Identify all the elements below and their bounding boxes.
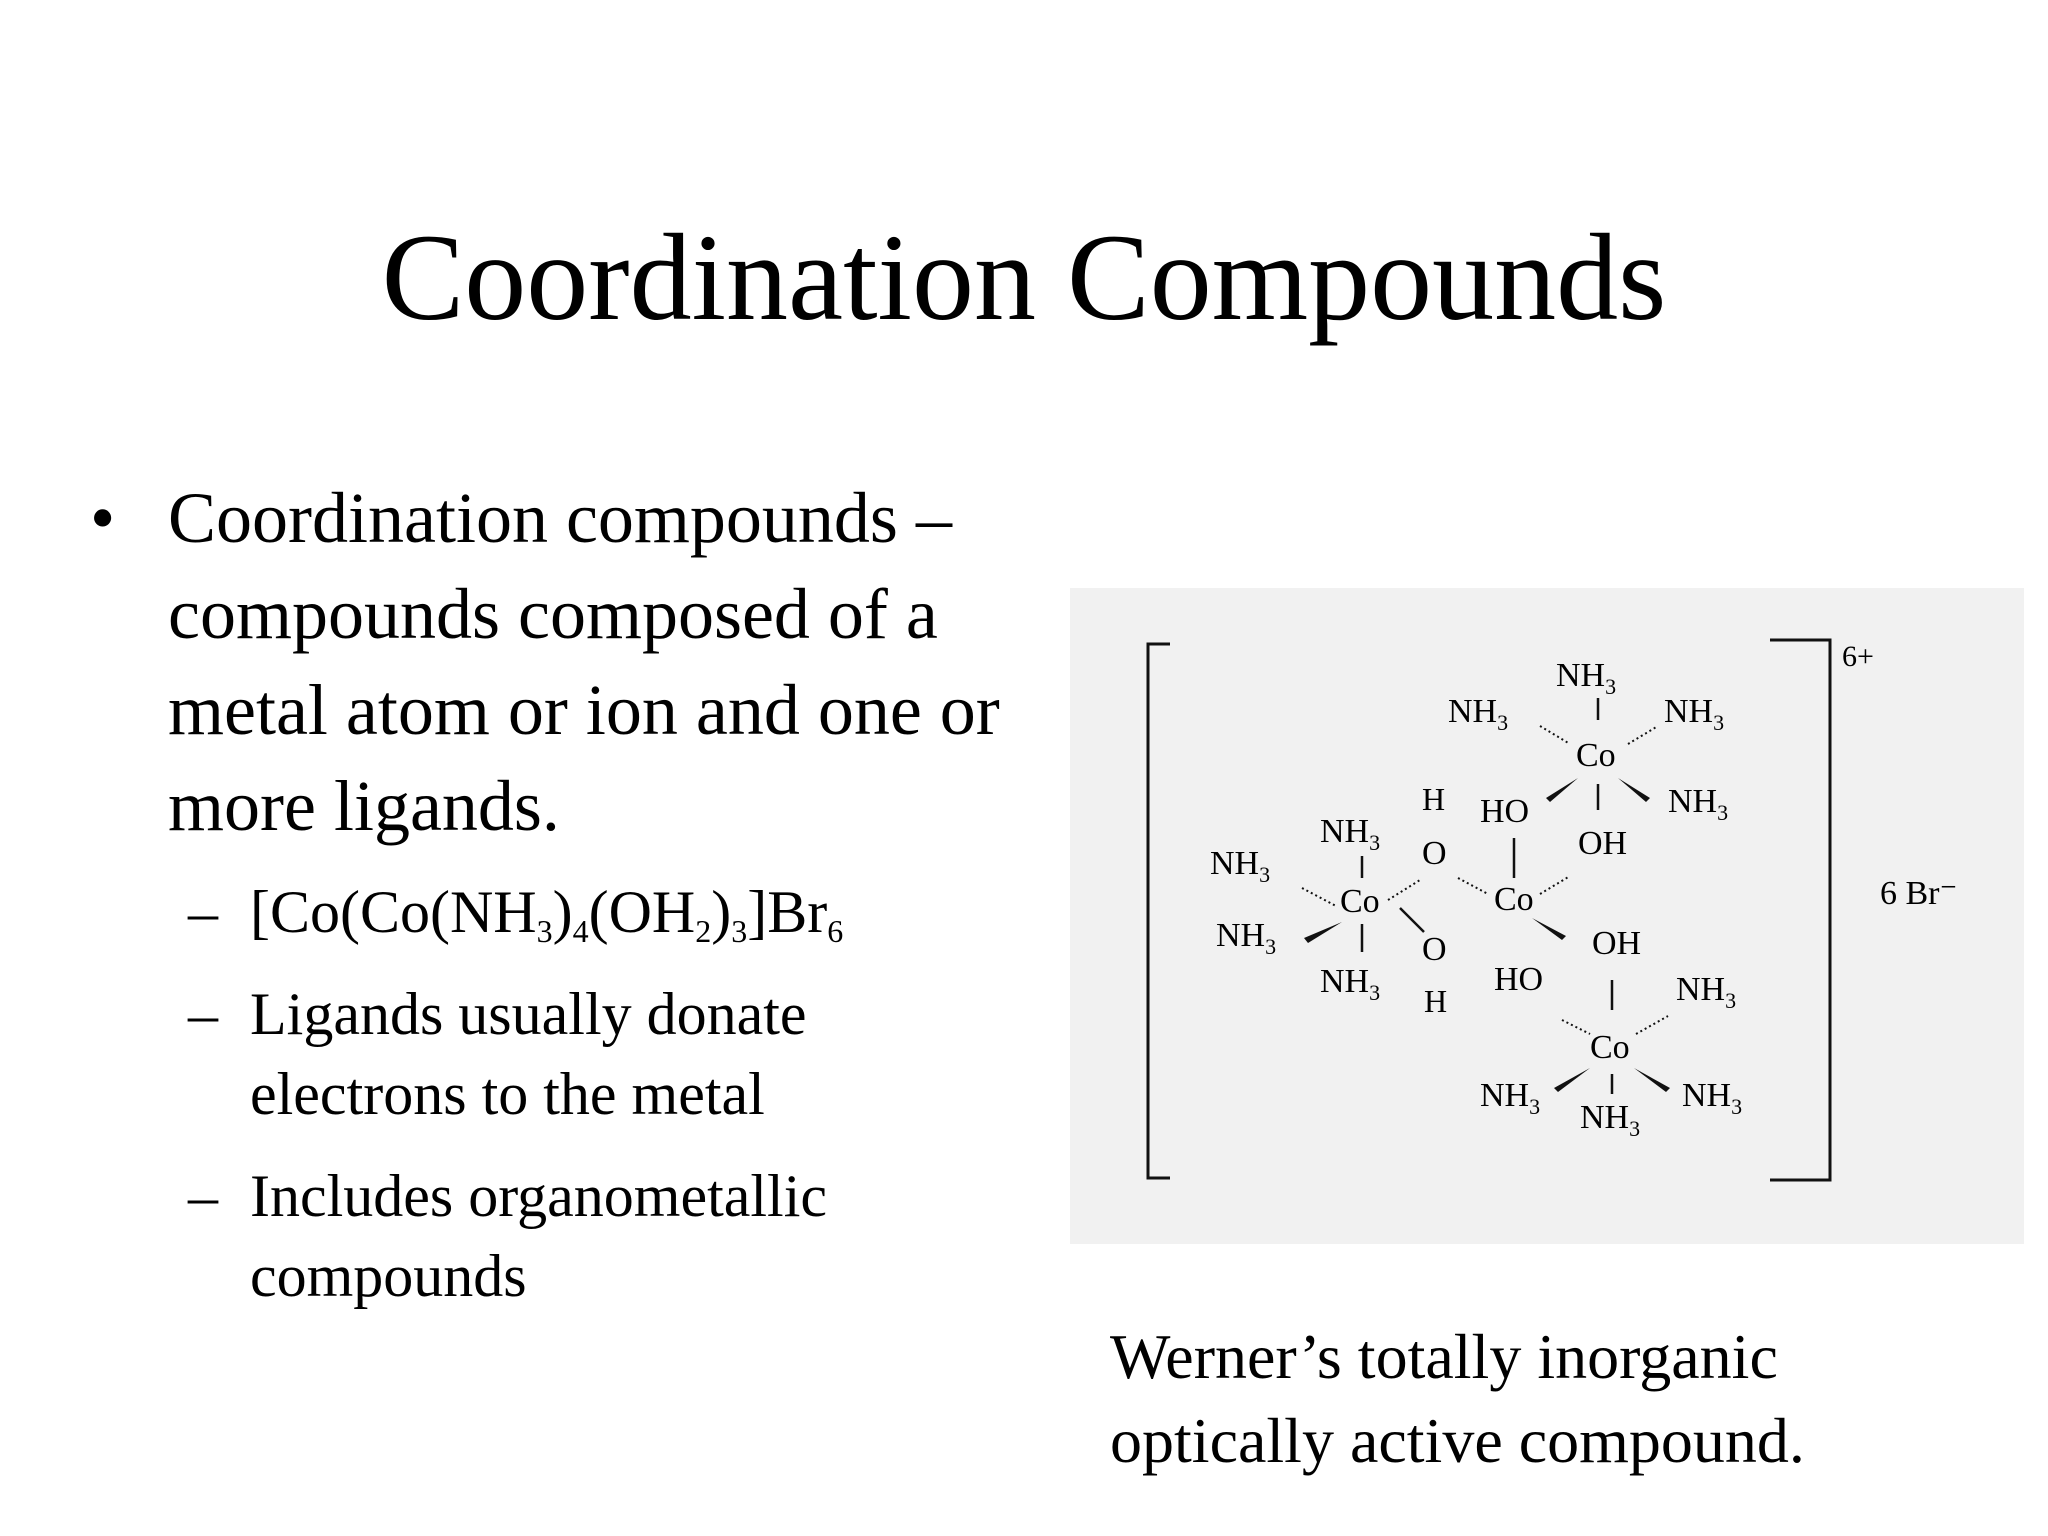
ammine-ligand: $NH_3$	[1668, 783, 1729, 825]
cobalt-center: Co	[1576, 737, 1616, 774]
figure-caption	[1110, 1315, 2010, 1483]
caption-line: Werner’s totally inorganic	[1110, 1321, 1778, 1392]
bullet-list	[90, 470, 1070, 1338]
left-bracket	[1148, 644, 1170, 1178]
cobalt-center: Co	[1590, 1029, 1630, 1066]
sub-bullet-organometallic	[188, 1156, 1070, 1316]
ammine-ligand: $NH_3$	[1556, 657, 1617, 699]
caption-line: optically active compound.	[1110, 1405, 1805, 1476]
ammine-ligand: $NH_3$	[1480, 1077, 1541, 1119]
bridging-oxygen: O	[1422, 931, 1447, 968]
ammine-ligand: $NH_3$	[1676, 971, 1737, 1013]
hydrogen-label: H	[1424, 983, 1448, 1019]
slide-title: Coordination Compounds	[381, 209, 1667, 346]
bullet-item	[90, 470, 1070, 854]
sub-bullet-list	[188, 872, 1070, 1316]
hydrogen-label: H	[1422, 781, 1446, 817]
sub-bullet-text: Includes organometallic compounds	[250, 1163, 828, 1309]
bullet-marker: •	[90, 478, 116, 558]
counter-ion-label: 6 Br⁻	[1880, 875, 1958, 912]
hydroxo-ligand: OH	[1578, 825, 1628, 862]
ammine-ligand: $NH_3$	[1682, 1077, 1743, 1119]
charge-label: 6+	[1842, 640, 1874, 673]
sub-bullet-marker: –	[188, 1163, 218, 1229]
ammine-ligand: $NH_3$	[1320, 963, 1381, 1005]
structure-diagram	[1070, 588, 2024, 1244]
sub-bullet-marker: –	[188, 981, 218, 1047]
right-bracket	[1770, 640, 1830, 1180]
hydroxo-ligand: OH	[1592, 925, 1642, 962]
sub-bullet-formula	[188, 872, 1070, 952]
sub-bullet-text: Ligands usually donate electrons to the metal	[250, 981, 807, 1127]
sub-bullet-marker: –	[188, 879, 218, 945]
hydroxo-ligand: HO	[1480, 793, 1530, 830]
ammine-ligand: $NH_3$	[1448, 693, 1509, 735]
hydroxo-ligand: HO	[1494, 961, 1544, 998]
ammine-ligand: $NH_3$	[1216, 917, 1277, 959]
ammine-ligand: $NH_3$	[1664, 693, 1725, 735]
ammine-ligand: $NH_3$	[1580, 1099, 1641, 1141]
cobalt-center: Co	[1494, 881, 1534, 918]
chemical-formula: [$Co(Co(NH_3)_4(OH_2)_3]Br_6$	[250, 879, 844, 949]
ammine-ligand: $NH_3$	[1210, 845, 1271, 887]
sub-bullet-ligands	[188, 974, 1070, 1134]
bond-lines	[1362, 698, 1612, 1094]
bridging-oxygen: O	[1422, 835, 1447, 872]
bullet-text: Coordination compounds – compounds composed of a metal atom or ion and one or more ligands.	[168, 478, 1000, 846]
werner-complex-figure	[1070, 588, 2024, 1244]
ammine-ligand: $NH_3$	[1320, 813, 1381, 855]
cobalt-center: Co	[1340, 883, 1380, 920]
